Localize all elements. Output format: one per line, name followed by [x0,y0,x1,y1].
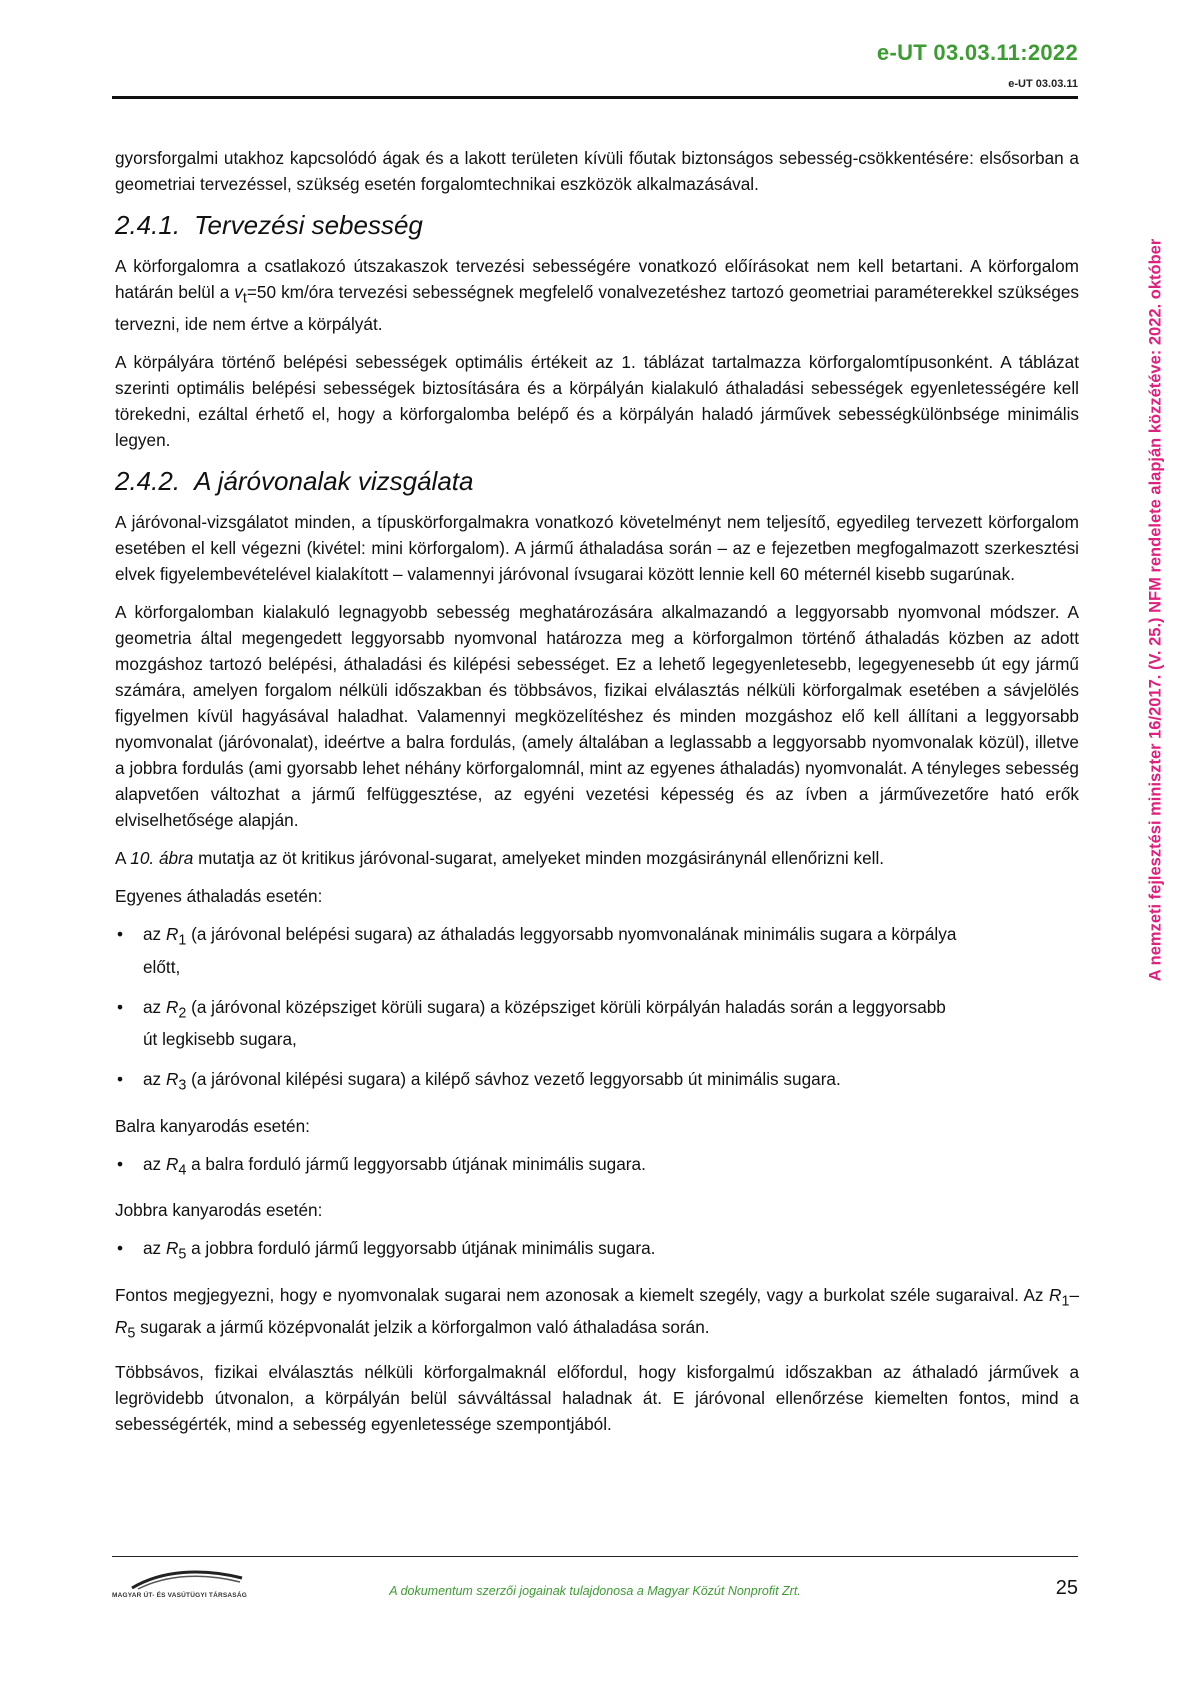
paragraph: A járóvonal-vizsgálatot minden, a típuskörforgalmakra vonatkozó követelményt nem teljesítő, egyedileg tervezett körforgalom esetében el kell végezni (kivétel: mini körforgalom). A jármű áthaladása során – az e fejezetben megfogalmazott szerkesztési elvek figyelembevételével kialakított – valamennyi járóvonal ívsugarai között lennie kell 60 méternél kisebb sugarúnak. [115,512,1079,585]
list-leadin: Jobbra kanyarodás esetén: [115,1200,323,1221]
header-subcode: e-UT 03.03.11 [1008,78,1078,90]
publisher-logo-text: MAGYAR ÚT- ÉS VASÚTÜGYI TÁRSASÁG [112,1592,247,1599]
list-item: • az $R_2$ (a járóvonal középsziget körüli sugara) a középsziget körüli körpályán haladás során a leggyorsabb út legkisebb sugara, [115,994,1079,1052]
paragraph: A körforgalomban kialakuló legnagyobb sebesség meghatározására alkalmazandó a leggyorsabb nyomvonal módszer. A geometria által megengedett leggyorsabb nyomvonal határozza meg a körforgalmon történő áthaladás közben az adott mozgáshoz tartozó belépési, áthaladási és kilépési sebességet. Ez a lehető legegyenletesebb, legegyenesebb út egy jármű számára, amelyen forgalom nélküli időszakban és többsávos, fizikai elválasztás nélküli körforgalmak esetében a sávjelölés figyelmen kívül hagyásával haladhat. Valamennyi megközelítéshez és minden mozgáshoz elő kell állítani a leggyorsabb nyomvonalat (járóvonalat), ideértve a balra fordulás, (amely általában a leglassabb a leggyorsabb nyomvonalak közül), illetve a jobbra fordulás (ami gyorsabb lehet néhány körforgalomnál, mint az egyenes áthaladás) nyomvonalát. A tényleges sebesség alapvetően változhat a jármű felfüggesztése, az egyéni vezetési képesség és az ívben a járművezetőre ható erők elviselhetősége alapján. [115,602,1079,831]
bullet-list-straight [115,921,1079,1098]
list-leadin: Egyenes áthaladás esetén: [115,886,323,907]
footer-copyright: A dokumentum szerzői jogainak tulajdonosa a Magyar Közút Nonprofit Zrt. [389,1584,801,1598]
list-item: • az $R_4$ a balra forduló jármű leggyorsabb útjának minimális sugara. [115,1151,1079,1183]
header-rule [112,96,1078,99]
paragraph: Többsávos, fizikai elválasztás nélküli körforgalmaknál előfordul, hogy kisforgalmú időszakban az áthaladó járművek a legrövidebb útvonalon, a körpályán belül sávváltással haladnak át. E járóvonal ellenőrzése kiemelten fontos, mind a sebességérték, mind a sebesség egyenletessége szempontjából. [115,1361,1079,1434]
section-number: 2.4.1. [115,210,181,240]
header-code: e-UT 03.03.11:2022 [876,40,1078,65]
paragraph: A körpályára történő belépési sebességek optimális értékeit az 1. táblázat tartalmazza körforgalomtípusonként. A táblázat szerinti optimális belépési sebességek biztosítására és a körpályán kialakuló áthaladási sebességek egyenletességére kell törekedni, ezáltal érhető el, hogy a körforgalomba belépő és a körpályán haladó járművek sebességkülönbsége minimális legyen. [115,352,1079,451]
bullet-list-left [115,1151,1079,1183]
list-item: • az $R_1$ (a járóvonal belépési sugara) az áthaladás leggyorsabb nyomvonalának minimális sugara a körpálya előtt, [115,921,1079,979]
paragraph: A 10. ábra mutatja az öt kritikus járóvonal-sugarat, amelyeket minden mozgásiránynál ellenőrizni kell. [115,848,885,869]
section-heading-2-4-2 [115,465,1079,497]
paragraph: Fontos megjegyezni, hogy e nyomvonalak sugarai nem azonosak a kiemelt szegély, vagy a burkolat széle sugaraival. Az $R_1-R_5$ sugarak a jármű középvonalát jelzik a körforgalmon való áthaladása során. [115,1284,1079,1342]
page-number: 25 [1055,1577,1078,1599]
section-number: 2.4.2. [115,466,181,497]
section-title: A járóvonalak vizsgálata [194,466,474,497]
figure-reference: 10. ábra [130,848,194,869]
document-body [115,145,1079,1449]
intro-paragraph: gyorsforgalmi utakhoz kapcsolódó ágak és a lakott területen kívüli főutak biztonságos sebesség-csökkentésére: elsősorban a geometriai tervezéssel, szükség esetén forgalomtechnikai eszközök alkalmazásával. [115,148,1079,194]
paragraph: A körforgalomra a csatlakozó útszakaszok tervezési sebességére vonatkozó előírásokat nem kell betartani. A körforgalom határán belül a $v_t=50$ km/óra tervezési sebességnek megfelelő vonalvezetéshez tartozó geometriai paraméterekkel szükséges tervezni, ide nem értve a körpályát. [115,256,1079,335]
side-publication-note: A nemzeti fejlesztési miniszter 16/2017. (V. 25.) NFM rendelete alapján közzétéve: 2022. október [1146,238,1165,982]
list-item: • az $R_5$ a jobbra forduló jármű leggyorsabb útjának minimális sugara. [115,1235,1079,1267]
bullet-list-right [115,1235,1079,1267]
list-leadin: Balra kanyarodás esetén: [115,1115,310,1136]
footer-rule [112,1556,1078,1557]
section-title: Tervezési sebesség [194,210,423,240]
section-heading-2-4-1 [115,209,1079,241]
list-item: • az $R_3$ (a járóvonal kilépési sugara) a kilépő sávhoz vezető leggyorsabb út minimális sugara. [115,1066,1079,1098]
